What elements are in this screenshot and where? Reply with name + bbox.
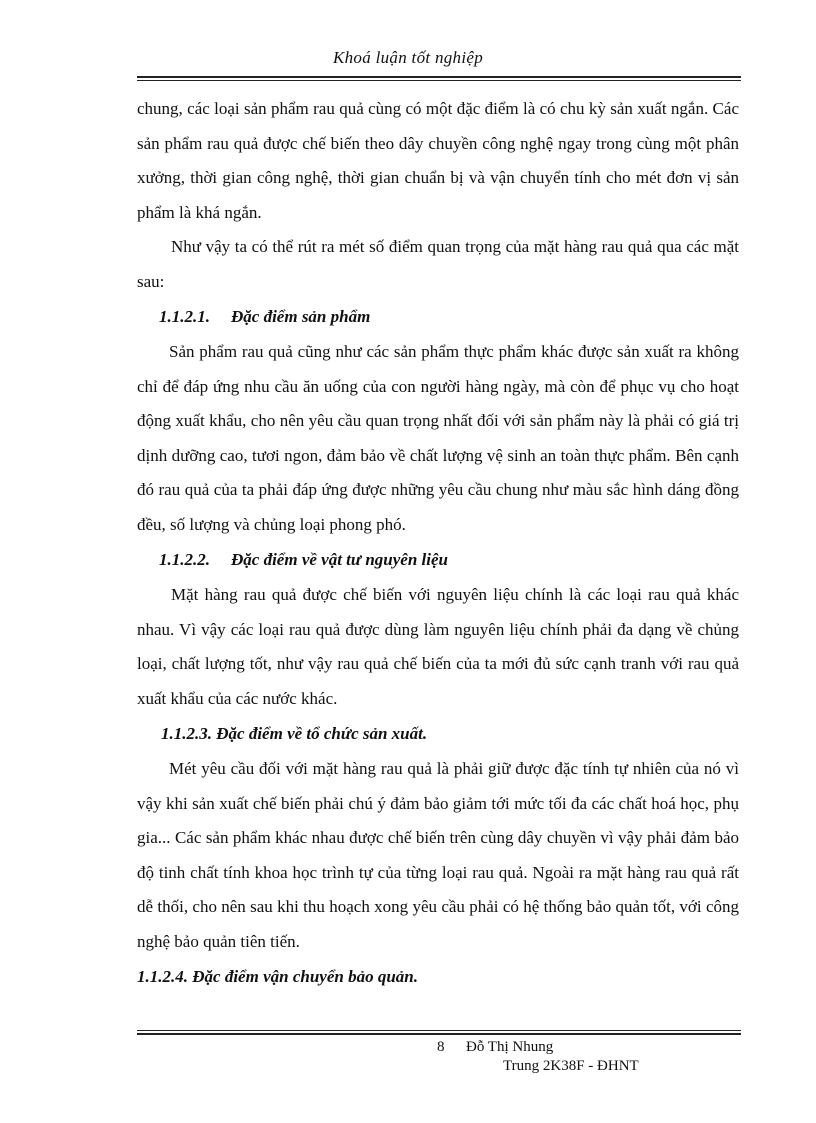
header-divider bbox=[137, 76, 741, 81]
section-heading-1-1-2-2 bbox=[137, 542, 739, 578]
section-heading-1-1-2-1 bbox=[137, 299, 739, 335]
page-header-title: Khoá luận tốt nghiệp bbox=[332, 48, 484, 67]
section-title: Đặc điểm về vật tư nguyên liệu bbox=[231, 550, 448, 569]
paragraph-4: Mặt hàng rau quả được chế biến với nguyên liệu chính là các loại rau quả khác nhau. Vì vậy các loại rau quả được dùng làm nguyên liệu chính phải đa dạng về chủng loại, chất lượng tốt, như vậy rau quả chế biến của ta mới đủ sức cạnh tranh với rau quả xuất khẩu của các nước khác. bbox=[137, 585, 739, 708]
paragraph-3: Sản phẩm rau quả cũng như các sản phẩm thực phẩm khác được sản xuất ra không chỉ để đáp ứng nhu cầu ăn uống của con người hàng ngày, mà còn để phục vụ cho hoạt động xuất khẩu, cho nên yêu cầu quan trọng nhất đối với sản phẩm này là phải có giá trị dịnh dưỡng cao, tươi ngon, đảm bảo về chất lượng vệ sinh an toàn thực phẩm. Bên cạnh đó rau quả của ta phải đáp ứng được những yêu cầu chung như màu sắc hình dáng đồng đều, số lượng và chủng loại phong phó. bbox=[137, 342, 739, 534]
page-number: 8 bbox=[437, 1039, 445, 1055]
paragraph-2: Như vậy ta có thể rút ra mét số điểm quan trọng của mặt hàng rau quả qua các mặt sau: bbox=[137, 237, 739, 291]
paragraph-5: Mét yêu cầu đối với mặt hàng rau quả là phải giữ được đặc tính tự nhiên của nó vì vậy khi sản xuất chế biến phải chú ý đảm bảo giảm tới mức tối đa các chất hoá học, phụ gia... Các sản phẩm khác nhau được chế biến trên cùng dây chuyền vì vậy phải đảm bảo độ tinh chất tính khoa học trình tự của từng loại rau quả. Ngoài ra mặt hàng rau quả rất dễ thối, cho nên sau khi thu hoạch xong yêu cầu phải có hệ thống bảo quản tốt, với công nghệ bảo quản tiên tiến. bbox=[137, 759, 739, 951]
section-title: Đặc điểm sản phẩm bbox=[231, 307, 371, 326]
section-number: 1.1.2.2. bbox=[159, 550, 210, 569]
section-number: 1.1.2.1. bbox=[159, 307, 210, 326]
paragraph-1: chung, các loại sản phẩm rau quả cùng có một đặc điểm là có chu kỳ sản xuất ngắn. Các sản phẩm rau quả được chế biến theo dây chuyền công nghệ ngay trong cùng một phân xưởng, thời gian công nghệ, thời gian chuẩn bị và vận chuyển tính cho mét đơn vị sản phẩm là khá ngắn. bbox=[137, 99, 739, 222]
section-heading-1-1-2-4: 1.1.2.4. Đặc điểm vận chuyển bảo quản. bbox=[137, 967, 418, 986]
footer-divider bbox=[137, 1030, 741, 1035]
page-body bbox=[137, 92, 739, 995]
section-heading-1-1-2-3: 1.1.2.3. Đặc điểm về tổ chức sản xuất. bbox=[161, 724, 428, 743]
footer-author: Đỗ Thị Nhung bbox=[466, 1039, 554, 1055]
footer-class-info: Trung 2K38F - ĐHNT bbox=[503, 1058, 639, 1074]
